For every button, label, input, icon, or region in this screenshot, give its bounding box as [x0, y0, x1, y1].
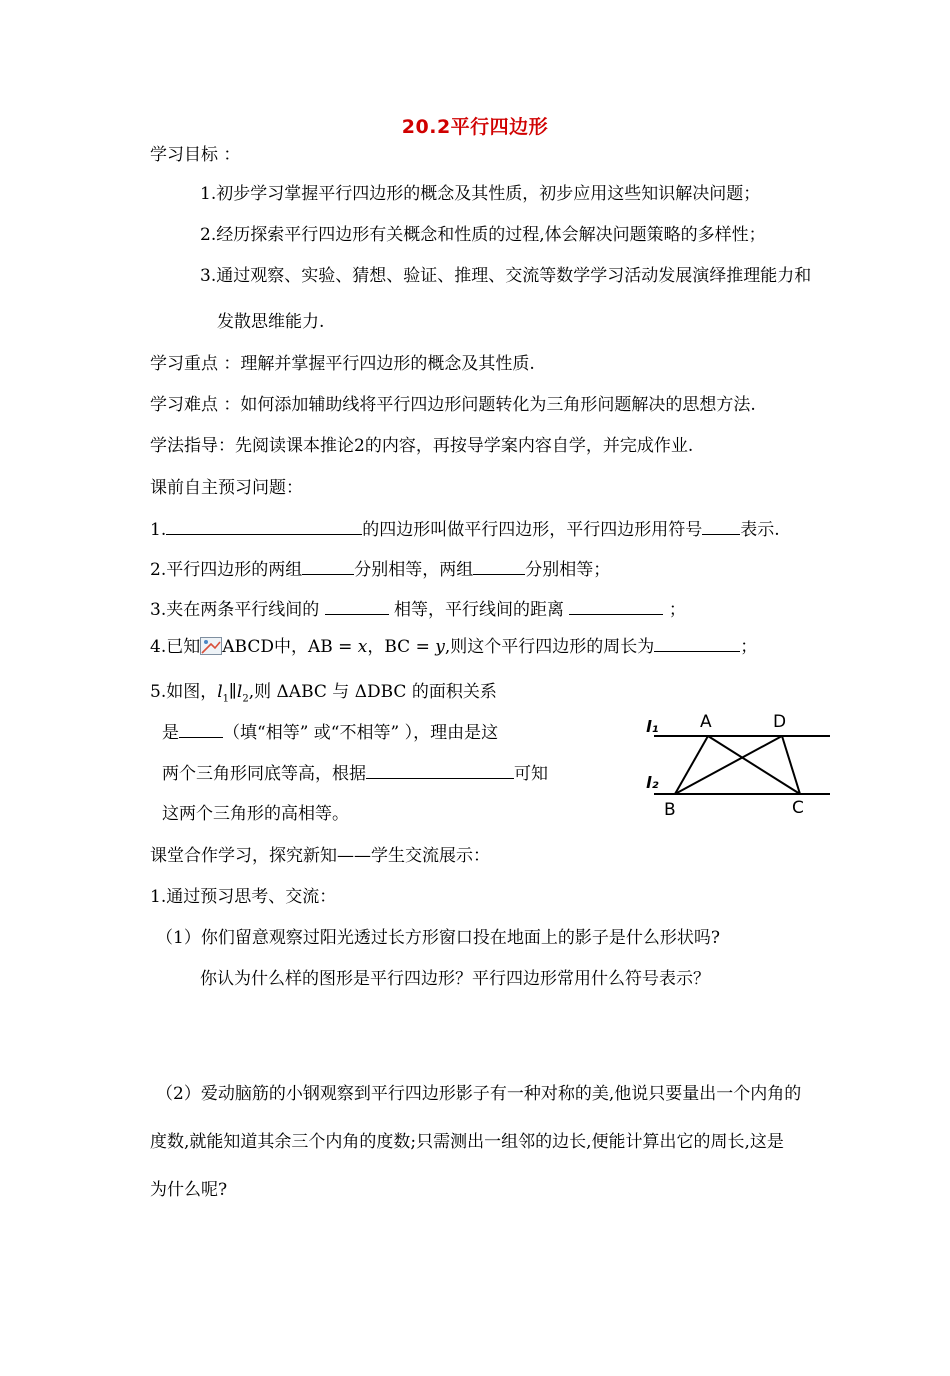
label-a: A — [700, 712, 712, 732]
q5-l1: l — [217, 682, 223, 702]
q1-end: 表示. — [740, 520, 780, 540]
preview-q5-line4: 这两个三角形的高相等。 — [162, 804, 349, 824]
q2-text-b: 分别相等，两组 — [354, 560, 474, 580]
q1-blank-definition[interactable] — [166, 518, 362, 535]
page-title: 20.2平行四边形 — [401, 116, 549, 138]
preview-q5-line3 — [162, 762, 548, 785]
preview-q5-line1 — [150, 681, 497, 710]
study-method: 学法指导：先阅读课本推论2的内容，再按导学案内容自学，并完成作业. — [150, 436, 694, 456]
q4-text-a: 4.已知 — [150, 637, 201, 657]
q3-blank-2[interactable] — [569, 598, 663, 615]
q4-blank-perimeter[interactable] — [654, 635, 740, 652]
classwork-p1b: 你认为什么样的图形是平行四边形？平行四边形常用什么符号表示？ — [200, 969, 710, 989]
q1-blank-symbol[interactable] — [702, 518, 740, 535]
q5-l2: l — [236, 682, 243, 702]
classwork-p2a: （2）爱动脑筋的小钢观察到平行四边形影子有一种对称的美,他说只要量出一个内角的 — [156, 1084, 802, 1104]
q5-text-b: ,则 ΔABC 与 ΔDBC 的面积关系 — [248, 682, 497, 702]
q5-line2-a: 是 — [162, 723, 179, 743]
label-l1: l₁ — [646, 717, 659, 736]
objective-item-3-cont: 发散思维能力. — [217, 312, 325, 332]
classwork-heading: 课堂合作学习，探究新知——学生交流展示： — [150, 846, 490, 866]
label-d: D — [773, 712, 787, 732]
q4-text-b: ABCD中，AB = — [222, 637, 358, 657]
objective-item-1: 1.初步学习掌握平行四边形的概念及其性质，初步应用这些知识解决问题； — [200, 184, 761, 204]
preview-q3 — [150, 598, 686, 621]
q5-l2-sub: 2 — [242, 693, 249, 705]
q4-text-d: ,则这个平行四边形的周长为 — [444, 637, 655, 657]
key-point: 学习重点 ：理解并掌握平行四边形的概念及其性质. — [150, 354, 535, 374]
classwork-q1: 1.通过预习思考、交流： — [150, 887, 337, 907]
q4-text-c: ，BC = — [367, 637, 436, 657]
q2-text-c: 分别相等； — [525, 560, 611, 580]
q4-text-e: ； — [740, 637, 758, 657]
difficulty: 学习难点 ：如何添加辅助线将平行四边形问题转化为三角形问题解决的思想方法. — [150, 395, 756, 415]
preview-heading: 课前自主预习问题： — [150, 478, 303, 498]
q5-l1-sub: 1 — [222, 693, 230, 705]
q2-blank-1[interactable] — [302, 558, 354, 575]
q3-text-b: 相等，平行线间的距离 — [388, 600, 570, 620]
label-c: C — [792, 798, 804, 818]
objective-item-3: 3.通过观察、实验、猜想、验证、推理、交流等数学学习活动发展演绎推理能力和 — [200, 266, 812, 286]
label-b: B — [664, 800, 676, 820]
q5-parallel-sign: ∥ — [229, 682, 237, 702]
q4-var-x: x — [357, 637, 368, 657]
classwork-p2b: 度数,就能知道其余三个内角的度数;只需测出一组邻的边长,便能计算出它的周长,这是 — [150, 1132, 784, 1152]
segment-ac — [708, 736, 800, 794]
q1-num: 1. — [150, 520, 167, 540]
q4-var-y: y — [435, 637, 445, 657]
objectives-heading: 学习目标 ： — [150, 145, 241, 165]
q5-blank-relation[interactable] — [179, 721, 223, 738]
parallel-lines-figure — [640, 705, 835, 820]
q5-blank-reason[interactable] — [366, 762, 514, 779]
preview-q1 — [150, 518, 780, 541]
q5-line3-a: 两个三角形同底等高，根据 — [162, 764, 366, 784]
classwork-p2c: 为什么呢? — [150, 1180, 228, 1200]
preview-q2 — [150, 558, 610, 581]
q3-text-a: 3.夹在两条平行线间的 — [150, 600, 325, 620]
q2-blank-2[interactable] — [473, 558, 525, 575]
preview-q5-line2 — [162, 721, 498, 744]
label-l2: l₂ — [646, 773, 659, 792]
preview-q4 — [150, 635, 757, 658]
parallelogram-symbol-icon — [200, 637, 222, 655]
objective-item-2: 2.经历探索平行四边形有关概念和性质的过程,体会解决问题策略的多样性； — [200, 225, 766, 245]
classwork-p1a: （1）你们留意观察过阳光透过长方形窗口投在地面上的影子是什么形状吗? — [156, 928, 720, 948]
q5-text-a: 5.如图， — [150, 682, 218, 702]
q3-blank-1[interactable] — [325, 598, 389, 615]
q1-mid: 的四边形叫做平行四边形，平行四边形用符号 — [362, 520, 703, 540]
q5-line3-b: 可知 — [514, 764, 548, 784]
q3-text-c: ； — [663, 600, 686, 620]
q2-text-a: 2.平行四边形的两组 — [150, 560, 303, 580]
q5-line2-b: （填“相等” 或“不相等” ），理由是这 — [223, 723, 499, 743]
